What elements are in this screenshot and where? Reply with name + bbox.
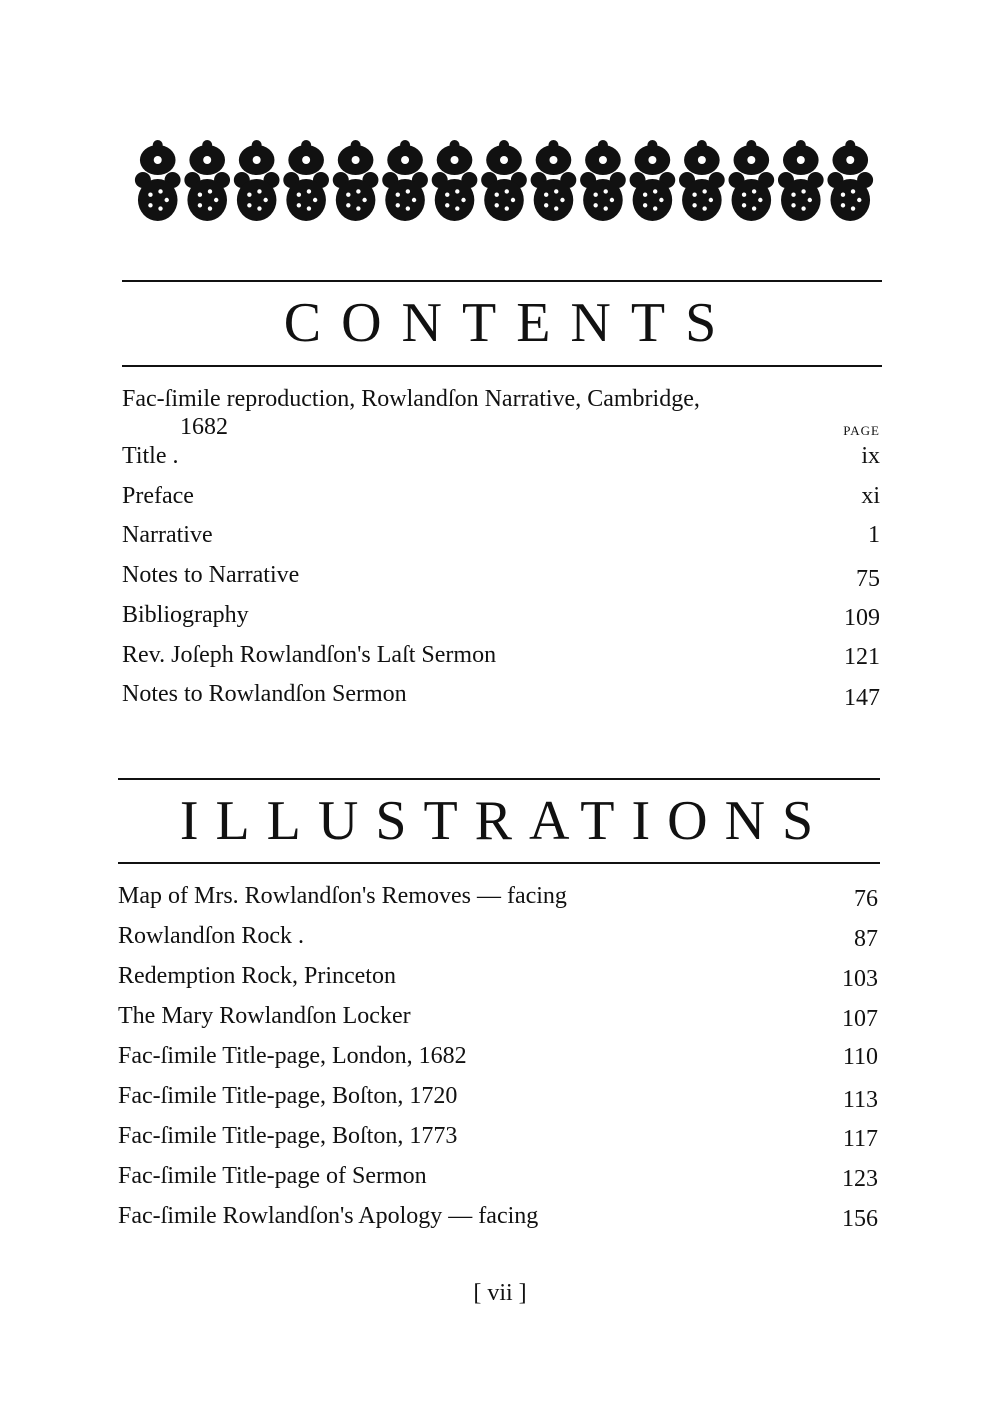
ornament-unit bbox=[382, 140, 428, 221]
ornament-unit bbox=[728, 140, 774, 221]
contents-entry-label: Notes to Rowlandſon Sermon bbox=[122, 681, 407, 707]
ornament-unit bbox=[481, 140, 527, 221]
illustrations-entry-page: 87 bbox=[854, 926, 878, 952]
illustrations-entry-label: Fac-ſimile Title-page, London, 1682 bbox=[118, 1043, 467, 1069]
ornament-unit bbox=[283, 140, 329, 221]
illustrations-entry-page: 103 bbox=[842, 966, 878, 992]
contents-entry-page: 109 bbox=[844, 605, 880, 631]
illustrations-entry-page: 110 bbox=[842, 1044, 878, 1070]
illustrations-entry-label: The Mary Rowlandſon Locker bbox=[118, 1003, 411, 1029]
illustrations-entry-label: Rowlandſon Rock . bbox=[118, 923, 304, 949]
contents-top-rule bbox=[122, 280, 882, 282]
illustrations-entry-label: Fac-ſimile Title-page, Boſton, 1773 bbox=[118, 1123, 458, 1149]
contents-entry-page: ix bbox=[861, 443, 880, 469]
contents-entry-facsimile-line1: Fac-ſimile reproduction, Rowlandſon Narrative, Cambridge, bbox=[122, 386, 700, 412]
ornament-unit bbox=[135, 140, 181, 221]
illustrations-entry-label: Map of Mrs. Rowlandſon's Removes — facing bbox=[118, 883, 567, 909]
contents-entry-label: Narrative bbox=[122, 522, 213, 548]
contents-entry-page: 121 bbox=[844, 644, 880, 670]
ornament-unit bbox=[184, 140, 230, 221]
page-number: [ vii ] bbox=[473, 1280, 527, 1306]
contents-entry-page: 1 bbox=[868, 522, 880, 548]
contents-entry-facsimile-line2: 1682 bbox=[180, 414, 228, 440]
contents-entry-label: Bibliography bbox=[122, 602, 249, 628]
ornament-unit bbox=[630, 140, 676, 221]
contents-entry-page: 147 bbox=[844, 685, 880, 711]
ornament-unit bbox=[827, 140, 873, 221]
illustrations-entry-page: 156 bbox=[842, 1206, 878, 1232]
contents-entry-label: Notes to Narrative bbox=[122, 562, 300, 588]
illustrations-entry-page: 117 bbox=[842, 1126, 878, 1152]
contents-entry-label: Title . bbox=[122, 443, 179, 469]
ornament-unit bbox=[234, 140, 280, 221]
ornament-unit bbox=[333, 140, 379, 221]
ornament-unit bbox=[679, 140, 725, 221]
illustrations-top-rule bbox=[118, 778, 880, 780]
illustrations-entry-page: 76 bbox=[854, 886, 878, 912]
illustrations-entry-page: 113 bbox=[842, 1087, 878, 1113]
contents-heading: CONTENTS bbox=[283, 292, 737, 354]
contents-entry-label: Preface bbox=[122, 483, 194, 509]
contents-bottom-rule bbox=[122, 365, 882, 367]
illustrations-bottom-rule bbox=[118, 862, 880, 864]
illustrations-entry-label: Fac-ſimile Rowlandſon's Apology — facing bbox=[118, 1203, 539, 1229]
contents-entry-label: Rev. Joſeph Rowlandſon's Laſt Sermon bbox=[122, 642, 497, 668]
ornament-unit bbox=[778, 140, 824, 221]
floral-ornament-icon bbox=[133, 140, 875, 224]
ornament-unit bbox=[531, 140, 577, 221]
page-column-label: PAGE bbox=[843, 423, 880, 438]
illustrations-heading: ILLUSTRATIONS bbox=[179, 790, 831, 852]
illustrations-entry-label: Redemption Rock, Princeton bbox=[118, 963, 396, 989]
illustrations-entry-label: Fac-ſimile Title-page, Boſton, 1720 bbox=[118, 1083, 458, 1109]
illustrations-entry-page: 107 bbox=[842, 1006, 878, 1032]
ornament-unit bbox=[432, 140, 478, 221]
illustrations-entry-label: Fac-ſimile Title-page of Sermon bbox=[118, 1163, 427, 1189]
contents-entry-page: 75 bbox=[856, 566, 880, 592]
illustrations-entry-page: 123 bbox=[842, 1166, 878, 1192]
ornament-unit bbox=[580, 140, 626, 221]
contents-entry-page: xi bbox=[861, 483, 880, 509]
